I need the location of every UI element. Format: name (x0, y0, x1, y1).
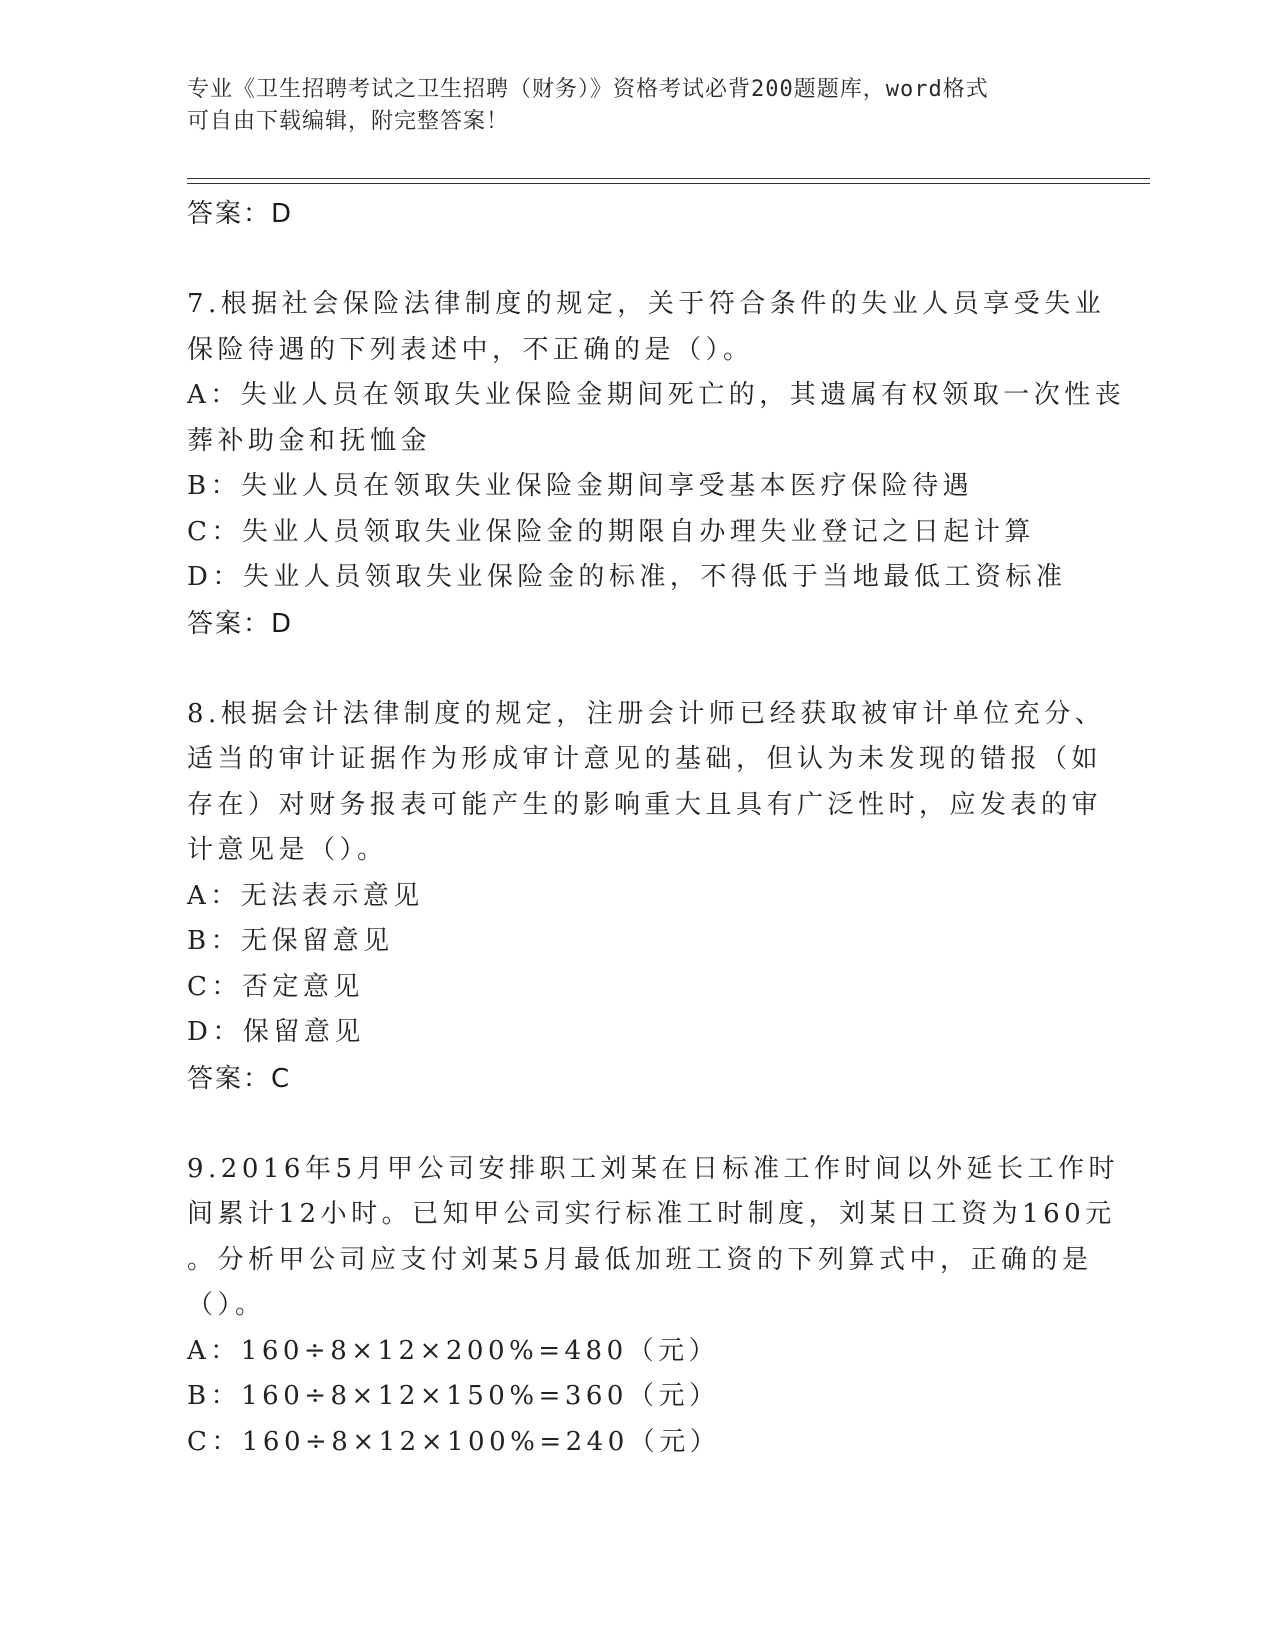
spacer (187, 1102, 1087, 1147)
question-text: 计意见是（）。 (187, 835, 388, 865)
option-c: C：160÷8×12×100%=240（元） (187, 1426, 721, 1457)
header-rule-bottom (187, 183, 1150, 184)
question-text: 。分析甲公司应支付刘某5月最低加班工资的下列算式中，正确的是 (187, 1244, 1093, 1275)
answer-line: 答案：D (187, 199, 294, 229)
question-text: 9.2016年5月甲公司安排职工刘某在日标准工作时间以外延长工作时 (187, 1153, 1120, 1184)
header-line-1: 专业《卫生招聘考试之卫生招聘（财务）》资格考试必背200题题库，word格式 (187, 77, 989, 102)
question-text: 间累计12小时。已知甲公司实行标准工时制度，刘某日工资为160元 (187, 1199, 1116, 1229)
option-a: A：无法表示意见 (187, 880, 424, 911)
question-text: 存在）对财务报表可能产生的影响重大且具有广泛性时，应发表的审 (187, 789, 1103, 820)
document-header (187, 74, 1087, 138)
question-9 (187, 1147, 1120, 1466)
question-text: 7.根据社会保险法律制度的规定，关于符合条件的失业人员享受失业 (187, 289, 1106, 319)
question-text: （）。 (187, 1290, 266, 1320)
header-line-2: 可自由下载编辑，附完整答案！ (187, 109, 510, 134)
spacer (187, 237, 1087, 282)
option-b: B：无保留意见 (187, 926, 394, 956)
question-text: 保险待遇的下列表述中，不正确的是（）。 (187, 334, 754, 365)
answer-line: 答案：D (187, 608, 294, 639)
option-d: D：保留意见 (187, 1017, 365, 1047)
option-b: B：160÷8×12×150%=360（元） (187, 1381, 720, 1411)
option-c: C：失业人员领取失业保险金的期限自办理失业登记之日起计算 (187, 516, 1035, 547)
option-c: C：否定意见 (187, 971, 364, 1002)
option-a: A：160÷8×12×200%=480（元） (187, 1335, 720, 1366)
question-list (187, 191, 1126, 1465)
question-8 (187, 692, 1106, 1102)
question-text: 适当的审计证据作为形成审计意见的基础，但认为未发现的错报（如 (187, 744, 1103, 774)
answer-line: 答案：C (187, 1063, 292, 1094)
question-7 (187, 282, 1126, 647)
option-a-continued: 葬补助金和抚恤金 (187, 425, 432, 456)
question-text: 8.根据会计法律制度的规定，注册会计师已经获取被审计单位充分、 (187, 698, 1106, 729)
header-rule-top (187, 178, 1150, 179)
spacer (187, 647, 1087, 692)
option-d: D：失业人员领取失业保险金的标准，不得低于当地最低工资标准 (187, 562, 1067, 592)
option-b: B：失业人员在领取失业保险金期间享受基本医疗保险待遇 (187, 471, 974, 501)
option-a: A：失业人员在领取失业保险金期间死亡的，其遗属有权领取一次性丧 (187, 380, 1126, 410)
